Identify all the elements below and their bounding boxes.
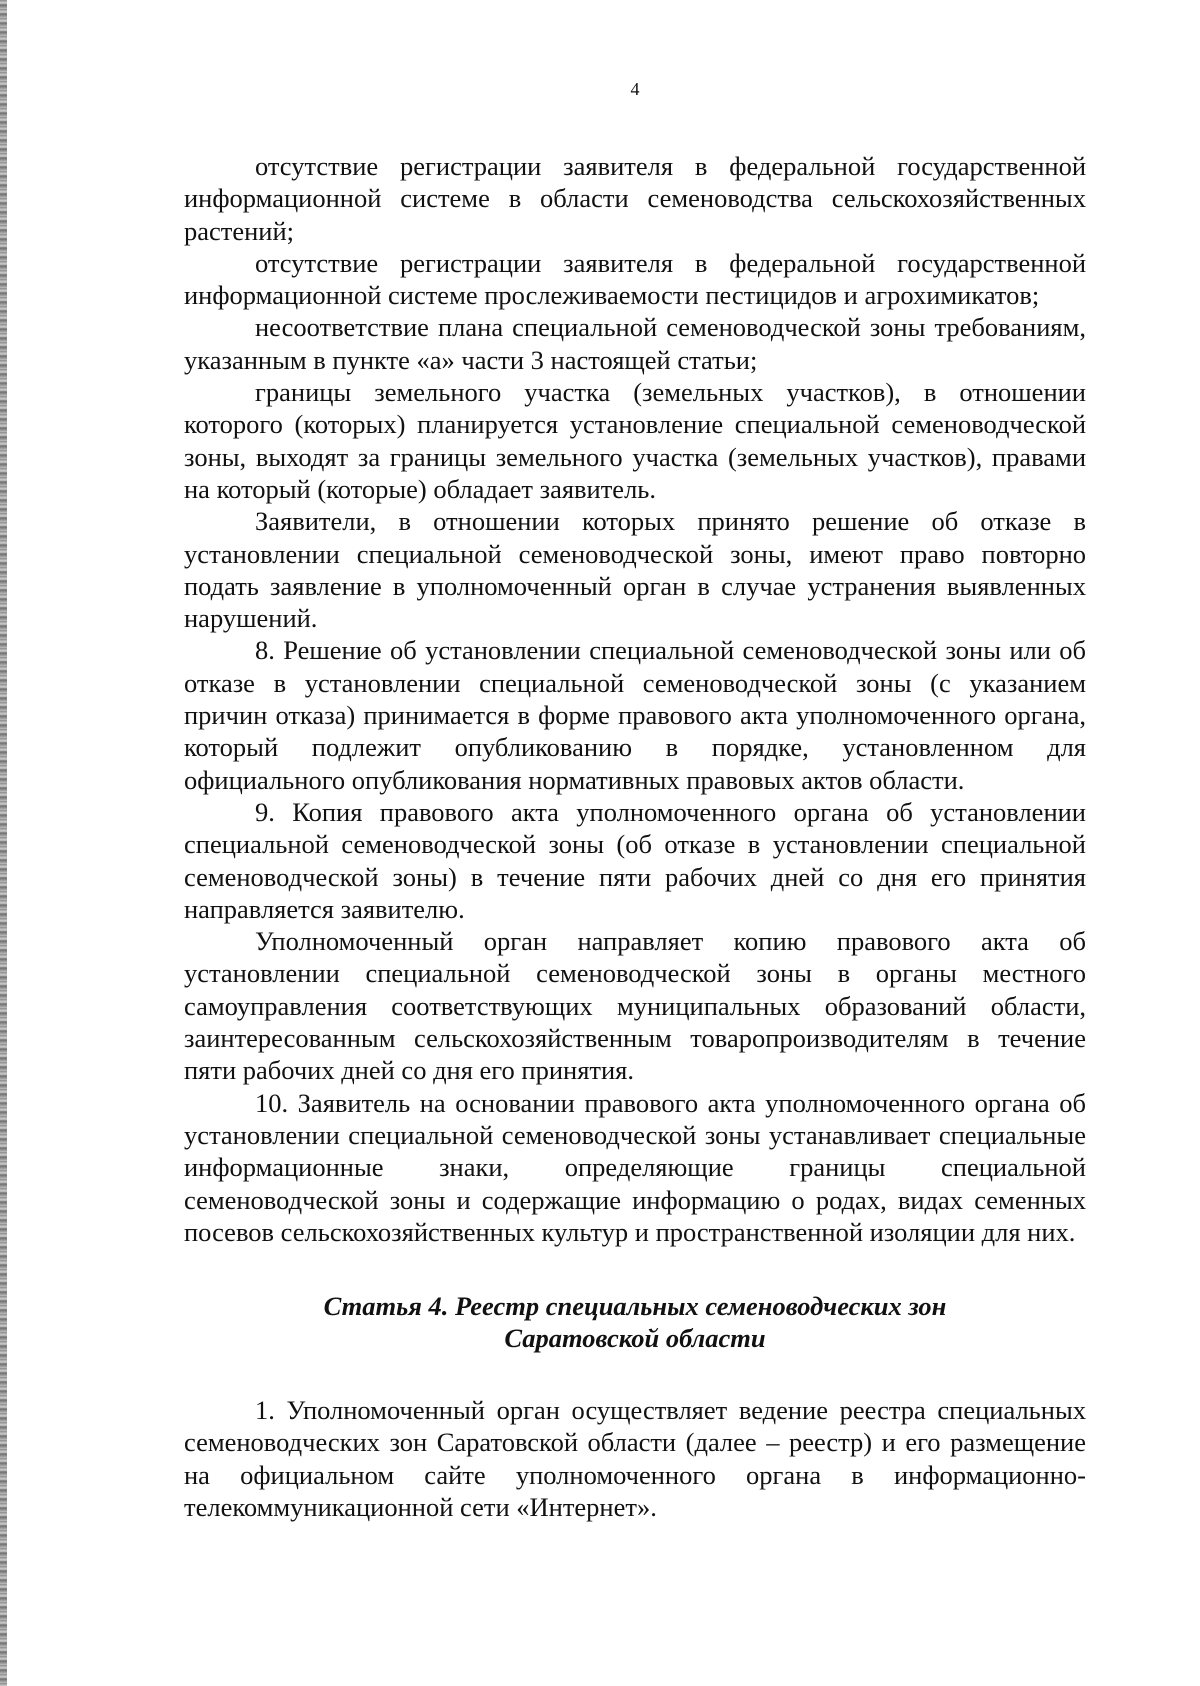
paragraph: отсутствие регистрации заявителя в федеральной государственной информационной системе в области семеноводства сельскохозяйственных растений;	[184, 151, 1086, 246]
body-text-after	[184, 1394, 1086, 1523]
paragraph: отсутствие регистрации заявителя в федеральной государственной информационной системе прослеживаемости пестицидов и агрохимикатов;	[184, 247, 1086, 311]
article-heading	[184, 1290, 1086, 1354]
body-text-before	[184, 150, 1086, 1248]
paragraph: Заявители, в отношении которых принято решение об отказе в установлении специальной семеноводческой зоны, имеют право повторно подать заявление в уполномоченный орган в случае устранения выявленных нарушений.	[184, 506, 1086, 634]
article-heading-line: Статья 4. Реестр специальных семеноводческих зон	[323, 1291, 947, 1322]
document-page	[184, 70, 1086, 1523]
page-number: 4	[630, 79, 640, 99]
paragraph: 9. Копия правового акта уполномоченного органа об установлении специальной семеноводческой зоны (об отказе в установлении специальной семеноводческой зоны) в течение пяти рабочих дней со дня его принятия направляется заявителю.	[184, 796, 1086, 924]
paragraph: 1. Уполномоченный орган осуществляет ведение реестра специальных семеноводческих зон Саратовской области (далее – реестр) и его размещение на официальном сайте уполномоченного органа в информационно-телекоммуникационной сети «Интернет».	[184, 1395, 1086, 1522]
paragraph: 8. Решение об установлении специальной семеноводческой зоны или об отказе в установлении специальной семеноводческой зоны (с указанием причин отказа) принимается в форме правового акта уполномоченного органа, который подлежит опубликованию в порядке, установленном для официального опубликования нормативных правовых актов области.	[184, 635, 1086, 795]
paragraph: Уполномоченный орган направляет копию правового акта об установлении специальной семеноводческой зоны в органы местного самоуправления соответствующих муниципальных образований области, заинтересованным сельскохозяйственным товаропроизводителям в течение пяти рабочих дней со дня его принятия.	[184, 926, 1086, 1086]
scan-edge	[0, 0, 7, 1686]
article-heading-line: Саратовской области	[504, 1323, 766, 1354]
paragraph: 10. Заявитель на основании правового акта уполномоченного органа об установлении специальной семеноводческой зоны устанавливает специальные информационные знаки, определяющие границы специальной семеноводческой зоны и содержащие информацию о родах, видах семенных посевов сельскохозяйственных культур и пространственной изоляции для них.	[184, 1087, 1086, 1247]
paragraph: несоответствие плана специальной семеноводческой зоны требованиям, указанным в пункте «а» части 3 настоящей статьи;	[184, 312, 1086, 375]
paragraph: границы земельного участка (земельных участков), в отношении которого (которых) планируется установление специальной семеноводческой зоны, выходят за границы земельного участка (земельных участков), правами на который (которые) обладает заявитель.	[184, 377, 1086, 504]
